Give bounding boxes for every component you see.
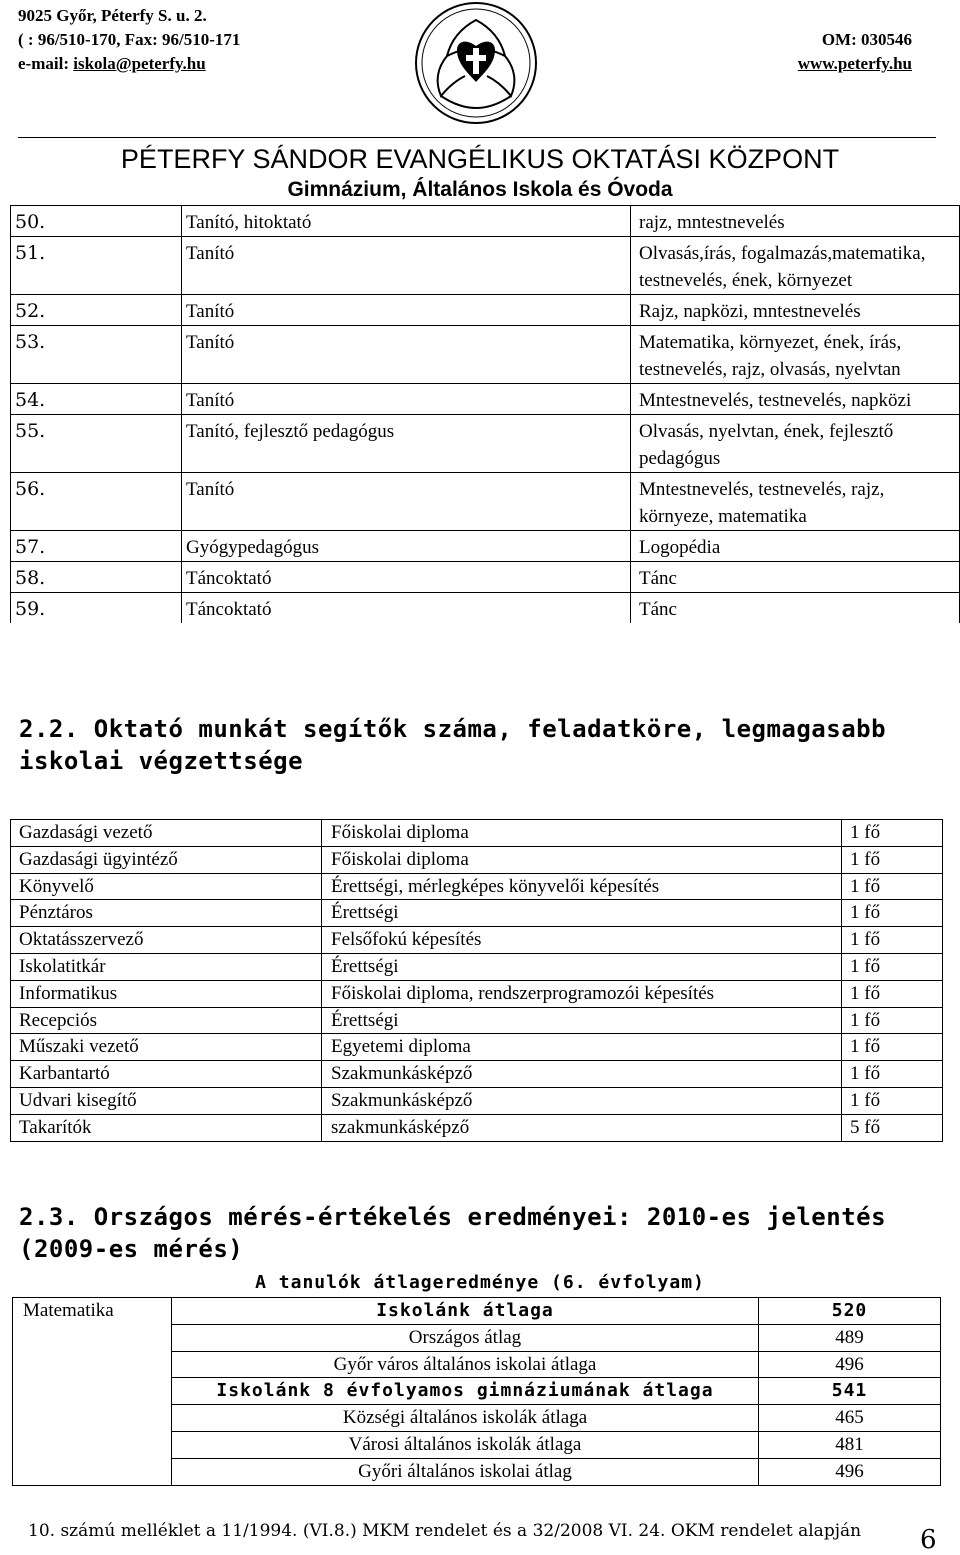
staff-row [11,295,960,326]
helper-row [11,980,943,1007]
institution-name: PÉTERFY SÁNDOR EVANGÉLIKUS OKTATÁSI KÖZPONT [120,144,840,174]
helper-count: 1 fő [842,927,943,954]
helper-role: Gazdasági ügyintéző [11,846,322,873]
staff-subjects: Olvasás, nyelvtan, ének, fejlesztő pedagógus [631,415,960,473]
staff-position: Gyógypedagógus [182,531,631,562]
helper-row [11,953,943,980]
results-table [12,1297,941,1486]
helper-qualification: Egyetemi diploma [322,1034,842,1061]
helper-row [11,1061,943,1088]
result-label: Győr város általános iskolai átlaga [172,1351,759,1378]
staff-number: 58. [11,562,182,593]
helper-qualification: Érettségi, mérlegképes könyvelői képesítés [322,873,842,900]
luther-rose-seal-icon [413,0,539,126]
staff-row [11,237,960,295]
helper-qualification: Szakmunkásképző [322,1087,842,1114]
staff-subjects: Olvasás,írás, fogalmazás,matematika, testnevelés, ének, környezet [631,237,960,295]
helper-qualification: Főiskolai diploma [322,820,842,847]
staff-subjects: rajz, mntestnevelés [631,206,960,237]
helper-row [11,900,943,927]
staff-position: Tanító [182,295,631,326]
helper-qualification: Főiskolai diploma, rendszerprogramozói képesítés [322,980,842,1007]
result-label: Iskolánk 8 évfolyamos gimnáziumának átlaga [172,1378,759,1405]
result-value: 496 [759,1458,941,1485]
helper-role: Iskolatitkár [11,953,322,980]
email-link[interactable]: iskola@peterfy.hu [73,54,206,73]
helper-count: 1 fő [842,1061,943,1088]
page-number: 6 [920,1525,937,1555]
staff-row [11,562,960,593]
helper-qualification: Szakmunkásképző [322,1061,842,1088]
helper-qualification: Érettségi [322,900,842,927]
helper-count: 1 fő [842,900,943,927]
staff-subjects: Mntestnevelés, testnevelés, napközi [631,384,960,415]
address: 9025 Győr, Péterfy S. u. 2. [18,6,207,25]
staff-subjects: Rajz, napközi, mntestnevelés [631,295,960,326]
helper-role: Oktatásszervező [11,927,322,954]
staff-row [11,473,960,531]
result-label: Községi általános iskolák átlaga [172,1405,759,1432]
staff-row [11,593,960,624]
helper-row [11,820,943,847]
staff-row [11,206,960,237]
staff-table [10,205,960,623]
staff-position: Tanító [182,384,631,415]
staff-position: Tanító, fejlesztő pedagógus [182,415,631,473]
result-value: 520 [759,1298,941,1325]
phone-fax: ( : 96/510-170, Fax: 96/510-171 [18,30,241,49]
staff-number: 53. [11,326,182,384]
result-row [13,1431,941,1458]
staff-position: Tanító, hitoktató [182,206,631,237]
staff-position: Tanító [182,237,631,295]
helper-row [11,873,943,900]
institution-subtitle: Gimnázium, Általános Iskola és Óvoda [287,178,673,201]
helper-count: 1 fő [842,820,943,847]
helper-role: Gazdasági vezető [11,820,322,847]
helper-qualification: szakmunkásképző [322,1114,842,1141]
helper-row [11,1114,943,1141]
helper-role: Recepciós [11,1007,322,1034]
result-subject [13,1431,172,1458]
result-row [13,1458,941,1485]
helper-count: 1 fő [842,980,943,1007]
staff-number: 51. [11,237,182,295]
staff-number: 55. [11,415,182,473]
helper-qualification: Felsőfokú képesítés [322,927,842,954]
result-row [13,1298,941,1325]
staff-subjects: Matematika, környezet, ének, írás, testnevelés, rajz, olvasás, nyelvtan [631,326,960,384]
result-label: Iskolánk átlaga [172,1298,759,1325]
helper-count: 1 fő [842,1007,943,1034]
helper-row [11,927,943,954]
email-line: e-mail: iskola@peterfy.hu [18,54,206,73]
result-row [13,1378,941,1405]
result-row [13,1405,941,1432]
staff-subjects: Tánc [631,593,960,624]
result-row [13,1351,941,1378]
helper-qualification: Érettségi [322,953,842,980]
helper-row [11,1007,943,1034]
staff-row [11,384,960,415]
staff-row [11,415,960,473]
helper-count: 1 fő [842,1087,943,1114]
staff-number: 52. [11,295,182,326]
staff-row [11,326,960,384]
staff-number: 59. [11,593,182,624]
om-id: OM: 030546 [821,30,912,49]
helper-count: 5 fő [842,1114,943,1141]
helper-role: Karbantartó [11,1061,322,1088]
helper-qualification: Főiskolai diploma [322,846,842,873]
result-subject [13,1458,172,1485]
helper-count: 1 fő [842,846,943,873]
result-value: 465 [759,1405,941,1432]
header-contact [18,4,240,76]
helper-role: Könyvelő [11,873,322,900]
result-subject: Matematika [13,1298,172,1325]
staff-position: Táncoktató [182,593,631,624]
staff-number: 50. [11,206,182,237]
section-2-2-heading: 2.2. Oktató munkát segítők száma, feladatköre, legmagasabb iskolai végzettsége [19,715,887,775]
result-value: 481 [759,1431,941,1458]
helper-row [11,1087,943,1114]
result-subject [13,1378,172,1405]
footer-text: 10. számú melléklet a 11/1994. (VI.8.) MKM rendelet és a 32/2008 VI. 24. OKM rendelet alapján [28,1521,862,1541]
result-label: Győri általános iskolai átlag [172,1458,759,1485]
staff-subjects: Mntestnevelés, testnevelés, rajz, környeze, matematika [631,473,960,531]
helper-role: Udvari kisegítő [11,1087,322,1114]
helper-count: 1 fő [842,1034,943,1061]
staff-number: 57. [11,531,182,562]
helper-row [11,846,943,873]
result-subject [13,1324,172,1351]
staff-subjects: Logopédia [631,531,960,562]
staff-position: Tanító [182,473,631,531]
header-ids [798,28,912,76]
result-subject [13,1351,172,1378]
helpers-table [10,819,943,1142]
results-table-title: A tanulók átlageredménye (6. évfolyam) [255,1272,705,1293]
helper-count: 1 fő [842,873,943,900]
result-row [13,1324,941,1351]
result-value: 541 [759,1378,941,1405]
helper-count: 1 fő [842,953,943,980]
helper-qualification: Érettségi [322,1007,842,1034]
staff-number: 56. [11,473,182,531]
staff-position: Tanító [182,326,631,384]
result-value: 489 [759,1324,941,1351]
result-label: Országos átlag [172,1324,759,1351]
staff-number: 54. [11,384,182,415]
section-2-3-heading: 2.3. Országos mérés-értékelés eredményei: 2010-es jelentés (2009-es mérés) [19,1203,887,1263]
helper-role: Takarítók [11,1114,322,1141]
website-link[interactable]: www.peterfy.hu [797,54,912,73]
helper-role: Pénztáros [11,900,322,927]
header-divider [18,137,936,138]
result-subject [13,1405,172,1432]
staff-row [11,531,960,562]
result-value: 496 [759,1351,941,1378]
staff-position: Táncoktató [182,562,631,593]
helper-role: Műszaki vezető [11,1034,322,1061]
result-label: Városi általános iskolák átlaga [172,1431,759,1458]
staff-subjects: Tánc [631,562,960,593]
helper-role: Informatikus [11,980,322,1007]
helper-row [11,1034,943,1061]
